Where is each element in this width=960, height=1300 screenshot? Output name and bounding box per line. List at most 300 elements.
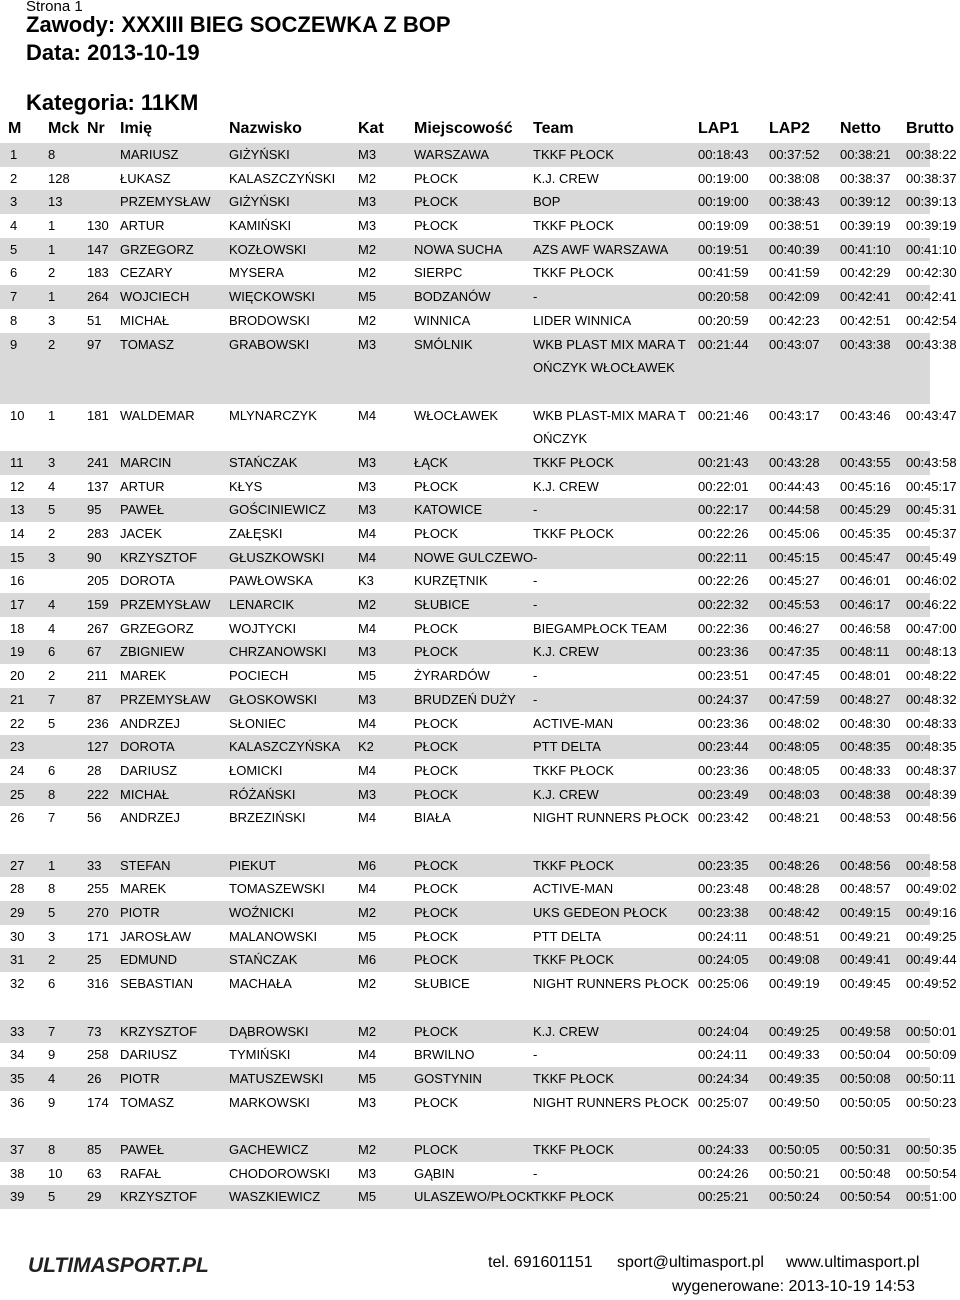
cell-lap2: 00:50:05 [769,1141,820,1157]
cell-mck: 7 [48,691,56,707]
cell-last-name: MACHAŁA [229,976,292,992]
cell-city: ŁĄCK [414,454,448,470]
cell-kat: M2 [358,312,377,328]
cell-m: 6 [10,265,18,281]
cell-brutto: 00:45:37 [906,526,957,542]
cell-lap1: 00:20:58 [698,289,749,305]
cell-m: 10 [10,407,25,423]
cell-team: AZS AWF WARSZAWA [533,241,669,257]
cell-lap1: 00:21:46 [698,407,749,423]
cell-mck: 2 [48,668,56,684]
col-city: Miejscowość [414,120,513,137]
cell-nr: 255 [87,881,109,897]
cell-lap2: 00:49:08 [769,952,820,968]
cell-m: 39 [10,1189,25,1205]
cell-team: TKKF PŁOCK [533,265,614,281]
cell-kat: M3 [358,502,377,518]
cell-lap1: 00:23:38 [698,905,749,921]
cell-brutto: 00:48:32 [906,691,957,707]
cell-nr: 222 [87,786,109,802]
cell-last-name: TOMASZEWSKI [229,881,325,897]
cell-last-name: MLYNARCZYK [229,407,317,423]
cell-netto: 00:48:11 [840,644,890,660]
cell-mck: 3 [48,928,56,944]
cell-m: 33 [10,1023,25,1039]
cell-kat: M4 [358,1047,377,1063]
cell-lap2: 00:50:24 [769,1189,820,1205]
cell-nr: 159 [87,597,109,613]
logo-text: ULTIMASPORT.PL [28,1254,209,1276]
cell-first-name: WALDEMAR [120,407,195,423]
cell-city: ULASZEWO/PŁOCK [414,1189,535,1205]
cell-city: BODZANÓW [414,289,491,305]
cell-lap1: 00:23:42 [698,810,749,826]
col-m: M [8,120,22,137]
event-date: Data: 2013-10-19 [26,40,200,65]
cell-netto: 00:48:56 [840,857,891,873]
table-row [0,238,957,262]
cell-netto: 00:50:05 [840,1094,891,1110]
generated-timestamp: wygenerowane: 2013-10-19 14:53 [672,1278,915,1295]
cell-team: LIDER WINNICA [533,312,632,328]
cell-last-name: LENARCIK [229,597,295,613]
cell-lap1: 00:23:35 [698,857,749,873]
results-table [0,143,960,1209]
col-mck: Mck [48,120,80,137]
cell-team: TKKF PŁOCK [533,857,614,873]
cell-first-name: DOROTA [120,739,175,755]
cell-m: 16 [10,573,25,589]
cell-brutto: 00:48:56 [906,810,957,826]
cell-lap2: 00:48:05 [769,762,820,778]
cell-lap2: 00:43:17 [769,407,820,423]
cell-city: PŁOCK [414,1023,459,1039]
cell-last-name: BRZEZIŃSKI [229,810,306,826]
cell-kat: M3 [358,1165,377,1181]
cell-nr: 85 [87,1141,102,1157]
cell-netto: 00:48:38 [840,786,891,802]
cell-mck: 1 [48,218,56,234]
cell-brutto: 00:42:54 [906,312,957,328]
cell-m: 12 [10,478,25,494]
cell-team: K.J. CREW [533,170,599,186]
table-row [0,1185,957,1209]
cell-netto: 00:50:31 [840,1141,891,1157]
cell-mck: 3 [48,549,56,565]
cell-m: 1 [10,147,18,162]
cell-lap1: 00:23:49 [698,786,749,802]
cell-last-name: WASZKIEWICZ [229,1189,321,1205]
cell-nr: 29 [87,1189,102,1205]
cell-nr: 137 [87,478,109,494]
cell-lap1: 00:25:07 [698,1094,749,1110]
cell-nr: 25 [87,952,102,968]
cell-lap1: 00:22:26 [698,526,749,542]
cell-lap2: 00:43:28 [769,454,820,470]
cell-nr: 90 [87,549,102,565]
cell-last-name: MATUSZEWSKI [229,1070,324,1086]
cell-nr: 28 [87,762,102,778]
cell-m: 26 [10,810,25,826]
cell-netto: 00:49:45 [840,976,891,992]
cell-lap2: 00:38:51 [769,218,820,234]
cell-lap1: 00:23:44 [698,739,749,755]
cell-team: ACTIVE-MAN [533,881,614,897]
table-row [0,522,957,546]
cell-lap2: 00:44:43 [769,478,820,494]
col-team: Team [533,120,574,137]
cell-first-name: STEFAN [120,857,171,873]
cell-city: PŁOCK [414,170,459,186]
table-row [0,948,957,972]
table-row [0,1162,957,1186]
table-row [0,972,957,1019]
cell-lap2: 00:48:26 [769,857,820,873]
cell-netto: 00:48:30 [840,715,891,731]
cell-city: NOWA SUCHA [414,241,503,257]
cell-mck: 5 [48,715,56,731]
cell-mck: 2 [48,336,56,352]
cell-team: UKS GEDEON PŁOCK [533,905,668,921]
cell-last-name: RÓŻAŃSKI [229,786,296,802]
cell-lap2: 00:48:51 [769,928,820,944]
table-row [0,593,957,617]
cell-mck: 6 [48,762,56,778]
cell-m: 31 [10,952,25,968]
cell-mck: 1 [48,407,56,423]
cell-brutto: 00:50:23 [906,1094,957,1110]
table-row [0,309,957,333]
cell-kat: M4 [358,810,377,826]
cell-lap1: 00:19:51 [698,241,749,257]
cell-m: 30 [10,928,25,944]
cell-first-name: JAROSŁAW [120,928,192,944]
cell-netto: 00:38:37 [840,170,891,186]
cell-kat: M4 [358,526,377,542]
cell-netto: 00:48:57 [840,881,891,897]
cell-mck: 7 [48,810,56,826]
cell-lap1: 00:22:17 [698,502,749,518]
cell-city: PŁOCK [414,952,459,968]
cell-team: TKKF PŁOCK [533,526,614,542]
cell-nr: 56 [87,810,102,826]
cell-city: PŁOCK [414,715,459,731]
cell-team: TKKF PŁOCK [533,454,614,470]
cell-netto: 00:50:04 [840,1047,891,1063]
cell-netto: 00:46:17 [840,597,891,613]
cell-first-name: MAREK [120,668,167,684]
cell-netto: 00:43:38 [840,336,891,352]
cell-lap2: 00:38:08 [769,170,820,186]
cell-mck: 4 [48,597,56,613]
cell-first-name: DOROTA [120,573,175,589]
cell-m: 5 [10,241,18,257]
cell-mck: 128 [48,170,70,186]
footer-phone: tel. 691601151 [488,1254,593,1271]
cell-lap1: 00:24:04 [698,1023,749,1039]
cell-m: 27 [10,857,25,873]
table-header [0,120,960,140]
cell-last-name: BRODOWSKI [229,312,310,328]
cell-m: 14 [10,526,25,542]
cell-lap2: 00:46:27 [769,620,820,636]
cell-last-name: POCIECH [229,668,289,684]
table-row [0,854,957,878]
cell-first-name: GRZEGORZ [120,620,194,636]
cell-m: 13 [10,502,25,518]
table-row [0,664,957,688]
cell-mck: 9 [48,1094,56,1110]
cell-kat: M3 [358,1094,377,1110]
ultimasport-logo [28,1254,258,1276]
cell-lap2: 00:40:39 [769,241,820,257]
cell-brutto: 00:48:22 [906,668,957,684]
cell-team: PTT DELTA [533,928,601,944]
cell-mck: 6 [48,644,56,660]
cell-lap1: 00:24:33 [698,1141,749,1157]
cell-first-name: MARIUSZ [120,147,179,162]
cell-m: 18 [10,620,25,636]
cell-m: 19 [10,644,25,660]
col-lap2: LAP2 [769,120,810,137]
cell-city: PŁOCK [414,928,459,944]
cell-lap2: 00:48:21 [769,810,820,826]
cell-nr: 205 [87,573,109,589]
cell-last-name: ZAŁĘSKI [229,526,283,542]
table-row [0,1020,957,1044]
cell-brutto: 00:46:22 [906,597,957,613]
table-row [0,783,957,807]
cell-netto: 00:42:29 [840,265,891,281]
cell-team: - [533,691,538,707]
cell-mck: 1 [48,857,56,873]
cell-netto: 00:39:12 [840,194,891,210]
cell-nr: 283 [87,526,109,542]
cell-m: 36 [10,1094,25,1110]
table-row [0,901,957,925]
cell-mck: 1 [48,241,56,257]
cell-netto: 00:45:16 [840,478,891,494]
cell-nr: 181 [87,407,109,423]
cell-nr: 316 [87,976,109,992]
cell-kat: M3 [358,786,377,802]
cell-city: ŻYRARDÓW [414,668,490,684]
cell-lap2: 00:37:52 [769,147,820,162]
cell-first-name: ARTUR [120,218,165,234]
cell-city: PŁOCK [414,620,459,636]
col-brutto: Brutto [906,120,954,137]
cell-kat: M4 [358,620,377,636]
cell-brutto: 00:50:54 [906,1165,957,1181]
cell-kat: M2 [358,1141,377,1157]
cell-kat: M3 [358,336,377,352]
cell-lap1: 00:22:36 [698,620,749,636]
cell-first-name: PAWEŁ [120,502,165,518]
cell-lap2: 00:48:28 [769,881,820,897]
cell-kat: M5 [358,1070,377,1086]
cell-lap2: 00:42:09 [769,289,820,305]
table-row [0,261,957,285]
cell-team: K.J. CREW [533,1023,599,1039]
cell-first-name: DARIUSZ [120,762,178,778]
event-title: Zawody: XXXIII BIEG SOCZEWKA Z BOP [26,12,451,37]
category-title: Kategoria: 11KM [26,90,199,115]
cell-last-name: CHRZANOWSKI [229,644,327,660]
footer-website[interactable]: www.ultimasport.pl [786,1254,920,1271]
cell-m: 38 [10,1165,25,1181]
table-row [0,546,957,570]
cell-brutto: 00:39:19 [906,218,957,234]
cell-lap2: 00:38:43 [769,194,820,210]
cell-team: - [533,668,538,684]
cell-team: TKKF PŁOCK [533,1070,614,1086]
cell-nr: 127 [87,739,109,755]
cell-kat: M4 [358,715,377,731]
cell-m: 28 [10,881,25,897]
cell-team: ACTIVE-MAN [533,715,614,731]
cell-m: 25 [10,786,25,802]
cell-lap1: 00:23:36 [698,644,749,660]
cell-mck: 13 [48,194,63,210]
cell-last-name: GŁUSZKOWSKI [229,549,325,565]
cell-nr: 211 [87,668,108,684]
cell-lap1: 00:24:34 [698,1070,749,1086]
cell-kat: M2 [358,241,377,257]
cell-last-name: ŁOMICKI [229,762,283,778]
cell-city: PŁOCK [414,762,459,778]
cell-m: 24 [10,762,25,778]
cell-lap1: 00:22:26 [698,573,749,589]
cell-brutto: 00:48:37 [906,762,957,778]
cell-nr: 171 [87,928,109,944]
cell-mck: 3 [48,312,56,328]
cell-brutto: 00:43:47 [906,407,957,423]
cell-brutto: 00:42:41 [906,289,957,305]
cell-last-name: WOJTYCKI [229,620,297,636]
cell-kat: M2 [358,1023,377,1039]
table-row [0,451,957,475]
cell-netto: 00:43:46 [840,407,891,423]
cell-lap2: 00:50:21 [769,1165,820,1181]
cell-m: 7 [10,289,18,305]
cell-mck: 8 [48,1141,56,1157]
cell-team: - [533,597,538,613]
cell-last-name: PAWŁOWSKA [229,573,313,589]
cell-m: 2 [10,170,18,186]
cell-city: KATOWICE [414,502,483,518]
table-row [0,925,957,949]
cell-lap1: 00:20:59 [698,312,749,328]
cell-brutto: 00:45:17 [906,478,957,494]
cell-nr: 241 [87,454,109,470]
cell-brutto: 00:45:49 [906,549,957,565]
cell-nr: 97 [87,336,102,352]
cell-lap1: 00:19:09 [698,218,749,234]
cell-mck: 8 [48,786,56,802]
cell-brutto: 00:48:33 [906,715,957,731]
cell-mck: 2 [48,265,56,281]
cell-city: BRUDZEŃ DUŻY [414,691,516,707]
cell-team: - [533,1165,538,1181]
cell-kat: M3 [358,218,377,234]
cell-kat: M2 [358,905,377,921]
table-row [0,806,957,853]
cell-kat: M5 [358,1189,377,1205]
cell-city: KURZĘTNIK [414,573,488,589]
cell-lap1: 00:22:11 [698,549,748,565]
cell-m: 35 [10,1070,25,1086]
cell-city: SIERPC [414,265,463,281]
cell-nr: 33 [87,857,102,873]
cell-nr: 267 [87,620,109,636]
cell-city: NOWE GULCZEWO [414,549,534,565]
cell-city: PLOCK [414,1141,459,1157]
cell-lap2: 00:45:53 [769,597,820,613]
cell-city: WARSZAWA [414,147,490,162]
table-row [0,1138,957,1162]
cell-mck: 3 [48,454,56,470]
cell-brutto: 00:49:52 [906,976,957,992]
cell-first-name: DARIUSZ [120,1047,178,1063]
cell-first-name: TOMASZ [120,1094,174,1110]
cell-last-name: GACHEWICZ [229,1141,309,1157]
cell-team: - [533,573,538,589]
cell-lap1: 00:22:01 [698,478,749,494]
cell-first-name: GRZEGORZ [120,241,194,257]
cell-mck: 2 [48,952,56,968]
cell-nr: 51 [87,312,102,328]
cell-first-name: MAREK [120,881,167,897]
cell-last-name: STAŃCZAK [229,952,298,968]
cell-team: BOP [533,194,561,210]
cell-city: GOSTYNIN [414,1070,482,1086]
cell-nr: 67 [87,644,102,660]
cell-lap2: 00:47:35 [769,644,820,660]
footer-email[interactable]: sport@ultimasport.pl [617,1254,764,1271]
table-row [0,877,957,901]
cell-last-name: KALASZCZYŃSKI [229,170,336,186]
cell-netto: 00:48:53 [840,810,891,826]
cell-lap1: 00:24:26 [698,1165,749,1181]
cell-kat: M3 [358,454,377,470]
table-row [0,214,957,238]
cell-m: 3 [10,194,18,210]
cell-lap1: 00:21:43 [698,454,749,470]
cell-kat: M2 [358,170,377,186]
cell-brutto: 00:48:58 [906,857,957,873]
cell-nr: 147 [87,241,109,257]
cell-last-name: MARKOWSKI [229,1094,310,1110]
cell-lap2: 00:41:59 [769,265,820,281]
cell-city: PŁOCK [414,881,459,897]
cell-lap1: 00:24:37 [698,691,749,707]
cell-kat: M3 [358,478,377,494]
cell-city: SŁUBICE [414,976,470,992]
cell-last-name: KŁYS [229,478,263,494]
cell-netto: 00:45:35 [840,526,891,542]
cell-lap2: 00:48:05 [769,739,820,755]
cell-city: GĄBIN [414,1165,455,1181]
cell-netto: 00:41:10 [840,241,891,257]
cell-m: 32 [10,976,25,992]
cell-netto: 00:48:27 [840,691,891,707]
cell-lap2: 00:45:27 [769,573,820,589]
cell-kat: M3 [358,147,377,162]
cell-brutto: 00:50:35 [906,1141,957,1157]
cell-kat: M3 [358,644,377,660]
cell-netto: 00:39:19 [840,218,891,234]
cell-mck: 5 [48,502,56,518]
